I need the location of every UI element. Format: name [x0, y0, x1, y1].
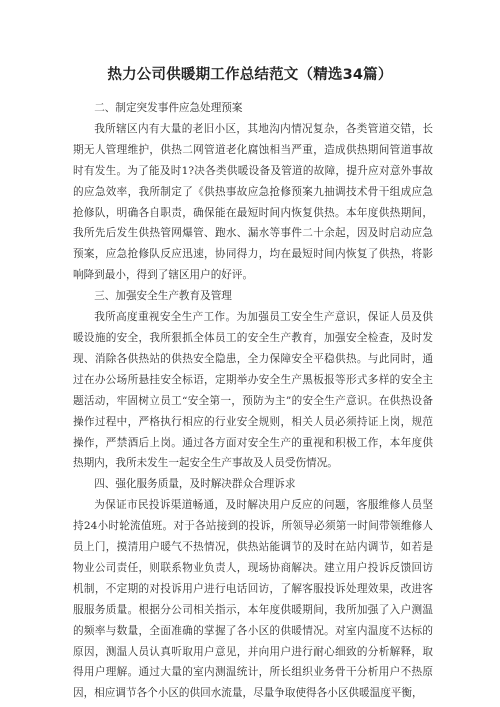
- paragraph-emergency-plan: 我所辖区内有大量的老旧小区，其地沟内情况复杂，各类管道交错，长期无人管理维护，供热二网管道老化腐蚀相当严重，造成供热期间管道事故时有发生。为了能及时1?决各类供暖设备及管道的故障，提升应对意外事故的应急效率，我所制定了《供热事故应急抢修预案九抽调技术骨干组成应急抢修队，明确各自职责，确保能在最短时间内恢复供热。本年度供热期间，我所先后发生供热管网爆管、跑水、漏水等事件二十余起，因及时启动应急预案，应急抢修队反应迅速，协同得力，均在最短时间内恢复了供热，将影响降到最小，得到了辖区用户的好评。: [73, 122, 433, 282]
- document-title: 热力公司供暖期工作总结范文（精选34篇）: [107, 67, 393, 83]
- section-heading-4: 四、强化服务质量，及时解决群众合理诉求: [94, 478, 296, 491]
- section-heading-3: 三、加强安全生产教育及管理: [94, 290, 232, 303]
- paragraph-safety-management: 我所高度重视安全生产工作。为加强员工安全生产意识，保证人员及供暖设施的安全，我所狠抓全体员工的安全生产教育，加强安全检查，及时发现、消除各供热站的供热安全隐患，全力保障安全平稳供热。与此同时，通过在办公场所悬挂安全标语，定期举办安全生产黑板报等形式多样的安全主题活动，牢固树立员工“安全第一，预防为主”的安全生产意识。在供热设备操作过程中，严格执行相应的行业安全规则，相关人员必须持证上岗，规范操作，严禁酒后上岗。通过各方面对安全生产的重视和积极工作，本年度供热期内，我所未发生一起安全生产事故及人员受伤情况。: [73, 311, 433, 470]
- paragraph-service-quality: 为保证市民投诉渠道畅通，及时解决用户反应的问题，客服维修人员坚持24小时轮流值班。对于各站接到的投诉，所领导必须第一时间带领维修人员上门，摸清用户暖气不热情况，供热站能调节的及时在站内调节，如若是物业公司责任，则联系物业负责人，现场协商解决。建立用户投诉反馈回访机制，不定期的对投诉用户进行电话回访，了解客服投诉处理效果，改进客服服务质量。根据分公司相关指示，本年度供暖期间，我所加强了入户测温的频率与数量，全面准确的掌握了各小区的供暖情况。对室内温度不达标的原因，测温人员认真听取用户意见，并向用户进行耐心细致的分析解释，取得用户理解。通过大量的室内测温统计，所长组织业务骨干分析用户不热原因，相应调节各个小区的供回水流量，尽量争取使得各小区供暖温度平衡，: [73, 499, 433, 700]
- document-body: [73, 98, 433, 704]
- section-heading-2: 二、制定突发事件应急处理预案: [94, 102, 243, 114]
